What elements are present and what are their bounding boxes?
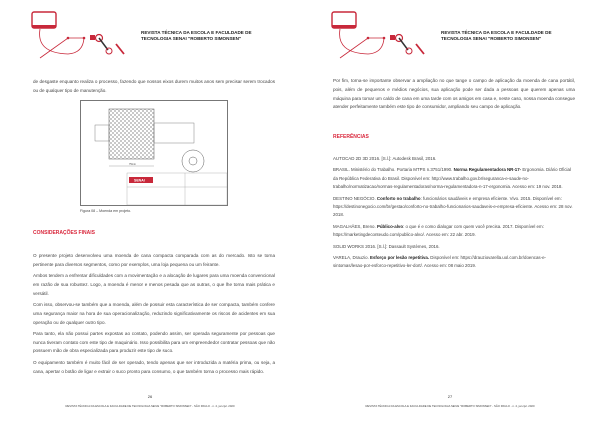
conclusions-body — [33, 252, 275, 379]
page-footer: REVISTA TÉCNICA DA ESCOLA E FACULDADE DE TECNOLOGIA SENAI "ROBERTO SIMONSEN" - SÃO PAULO - n. 2, jan./jul. 2020 — [65, 404, 235, 408]
figure-caption: Figura 08 – Moenda em projeto. — [80, 209, 132, 213]
paragraph: O presente projeto desenvolveu uma moenda de cana compacta comparada com as do mercado. Isto se torna pertinente para diversos segmentos, como por exemplos, uma loja pequena ou um feirante. — [33, 253, 275, 267]
reference-item: DESTINO NEGÓCIO. Conforto no trabalho: funcionários saudáveis e empresa eficiente. Vivo. 2015. Disponível em: https://destinonegocio.com/br/gestao/conforto-no-trabalho-funcionarios-saudaveis-e-empresa-eficiente. Acesso em: 28 nov. 2018. — [333, 195, 573, 218]
paragraph: O equipamento também é muito fácil de ser operado, tendo apenas que ser introduzida a matéria prima, ou seja, a cana, apertar o botão de ligar e extrair o suco pronto para consumo, o que também torna o processo mais rápido. — [33, 359, 275, 374]
reference-item: AUTOCAD 2D 3D 2016. [S.l.]: Autodesk Brasil, 2016. — [333, 156, 437, 161]
page-right — [300, 0, 600, 424]
svg-text:SENAI: SENAI — [134, 178, 145, 183]
moenda-drawing — [81, 101, 229, 207]
page-number: 27 — [447, 394, 453, 399]
page-number: 26 — [147, 394, 153, 399]
reference-item: SOLID WORKS 2016. [S.l.]: Dassault Systèmes, 2016. — [333, 243, 440, 249]
paragraph: Para tanto, ela não possui partes expostas ao contato, podendo assim, ser operada seguramente por pessoas que nunca tiveram contato com este tipo de maquinário. Isso possibilita para um empreendedor contratar pessoas que não possuem mão de obra especializada para produzir este tipo de suco. — [33, 330, 275, 354]
intro-paragraph: Por fim, torna-se importante observar a ampliação no que tange o campo de aplicação da moenda de cana portátil, pois, além de pequenos e médios negócios, sua aplicação pode ser dada a pessoas que querem apenas uma máquina para tomar um caldo de cana em uma tarde com os amigos em casa e, neste caso, nossa moenda consegue atender perfeitamente também este tipo de consumidor, ampliando seu campo de aplicação. — [333, 78, 575, 110]
journal-title: REVISTA TÉCNICA DA ESCOLA E FACULDADE DE TECNOLOGIA SENAI "ROBERTO SIMONSEN" — [141, 30, 252, 41]
references-list — [333, 155, 573, 274]
paragraph: Ambos tendem a enfrentar dificuldades com a movimentação e a alocação de lugares para uma moenda convencional em razão de sua robustez. Logo, a moenda é menor e menos pesada que as outras, o que lhe torna mais prática e versátil. — [33, 273, 275, 296]
figure-technical-drawing — [80, 100, 228, 206]
page-footer: REVISTA TÉCNICA DA ESCOLA E FACULDADE DE TECNOLOGIA SENAI "ROBERTO SIMONSEN" - SÃO PAULO - n. 2, jan./jul. 2020 — [365, 404, 535, 408]
paragraph: Com isso, observou-se também que a moenda, além de possuir esta característica de ser compacta, também confere uma segurança maior na hora de sua operacionalização, reduzindo significativamente os riscos de acidentes em sua operação ou de qualquer outro tipo. — [33, 301, 275, 325]
svg-text:75mm: 75mm — [129, 163, 136, 166]
reference-item: BRASIL. Ministério do Trabalho. Portaria MTPS n.3751/1990. Norma Regulamentadora NR-17- Ergonomia. Diário Oficial da República Federativa do Brasil. Disponível em: http://www.trabalho.gov.br/seguranca-e-saude-no-trabalho/normatizacao/normas-regulamentadoras/norma-regulamentadora-n-17-ergonomia. Acesso em: 19 nov. 2018. — [333, 167, 571, 190]
section-heading: CONSIDERAÇÕES FINAIS — [33, 230, 95, 236]
journal-title: REVISTA TÉCNICA DA ESCOLA E FACULDADE DE TECNOLOGIA SENAI "ROBERTO SIMONSEN" — [441, 30, 552, 41]
journal-logo-icon — [28, 8, 128, 60]
references-heading: REFERÊNCIAS — [333, 134, 369, 140]
reference-item: VARELA, Drauzio. Esforço por lesão repetitiva. Disponível em: https://drauziovarella.uol.com.br/doencas-e-sintomas/lesao-por-esforco-repetitivo-ler-dort/. Acesso em: 08 maio 2019. — [333, 255, 546, 269]
reference-item: MAGALHÃES, Breno. Público-alvo: o que é e como dialogar com quem você precisa. 2017. Disponível em: https://marketingdeconteudo.com/publico-alvo/. Acesso em: 22 abr. 2019. — [333, 223, 544, 238]
journal-logo-icon — [328, 8, 428, 60]
intro-paragraph: de desgaste enquanto realiza o processo, fazendo que nossos eixos durem muitos anos sem precisar serem trocados ou de qualquer tipo de manutenção. — [33, 79, 275, 93]
